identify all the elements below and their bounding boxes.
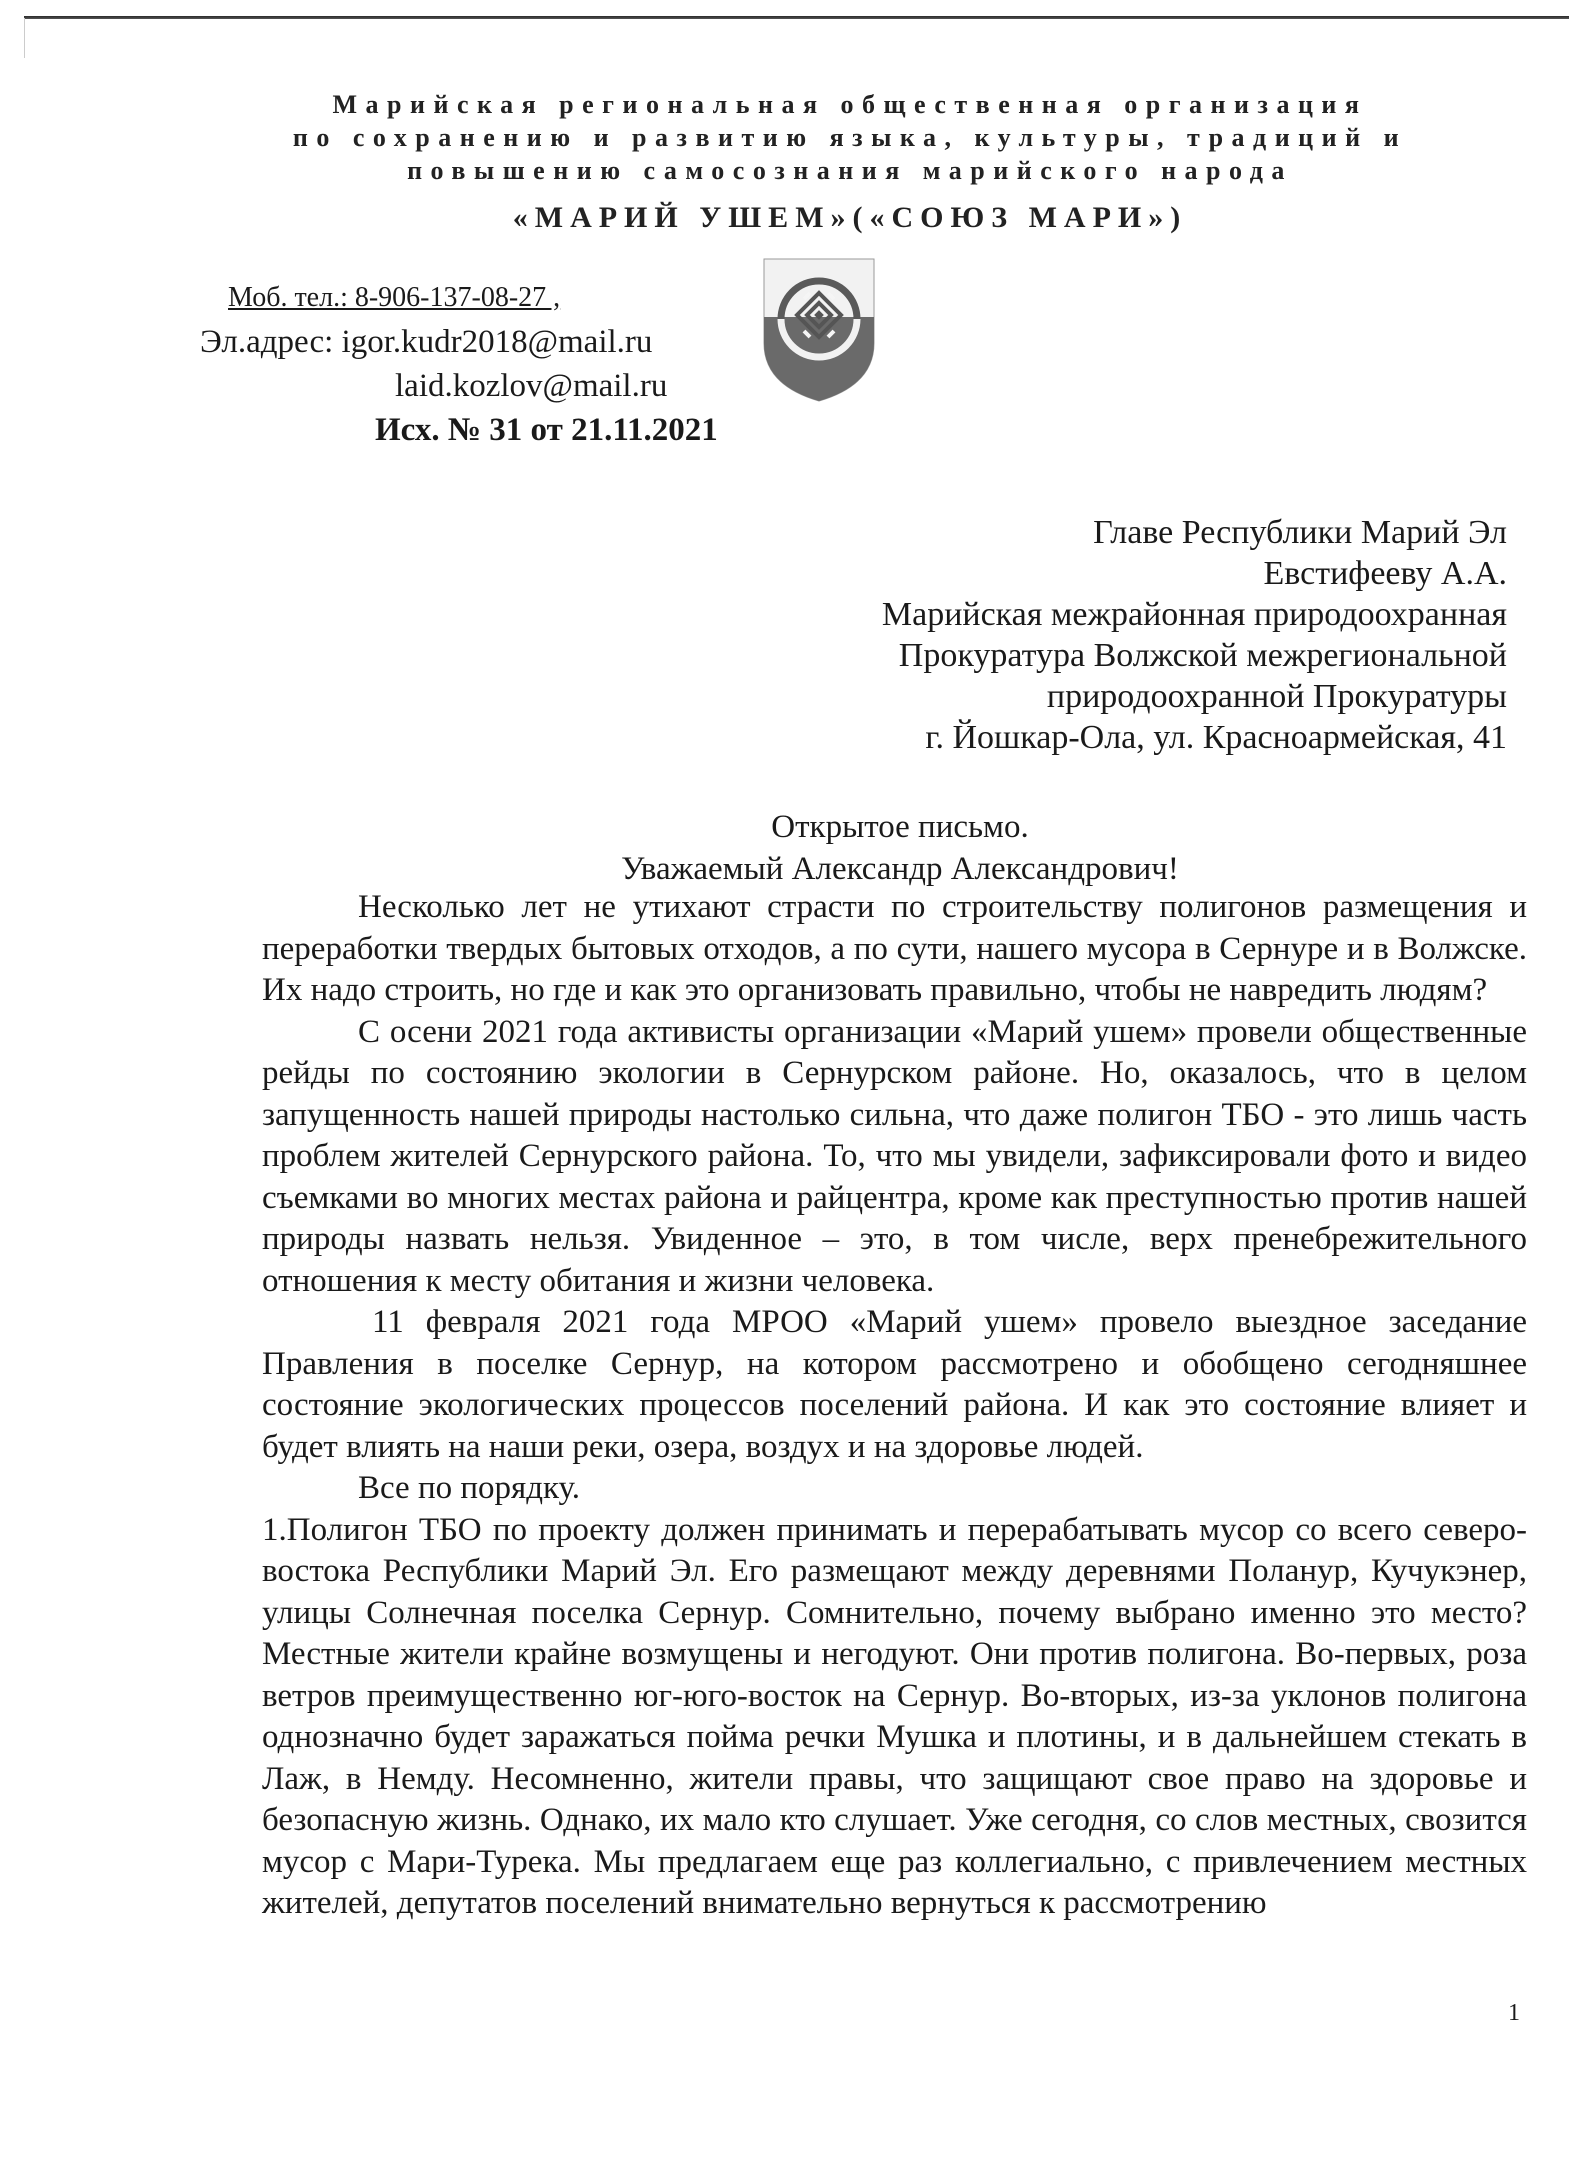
org-line-1: Марийская региональная общественная организация: [332, 90, 1368, 119]
paragraph: Несколько лет не утихают страсти по строительству полигонов размещения и переработки твердых бытовых отходов, а по сути, нашего мусора в Сернуре и в Волжске. Их надо строить, но где и как это организовать правильно, чтобы не навредить людям?: [262, 889, 1527, 1008]
contact-block: [200, 276, 718, 452]
paragraph: С осени 2021 года активисты организации «Марий ушем» провели общественные рейды по состоянию экологии в Сернурском районе. Но, оказалось, что в целом запущенность нашей природы настолько сильна, что даже полигон ТБО - это лишь часть проблем жителей Сернурского района. То, что мы увидели, зафиксировали фото и видео съемками во многих местах района и райцентра, кроме как преступностью против нашей природы назвать нельзя. Увиденное – это, в том числе, верх пренебрежительного отношения к месту обитания и жизни человека.: [262, 1013, 1527, 1299]
scan-left-edge: [24, 18, 25, 58]
addressee-line: Марийская межрайонная природоохранная: [881, 596, 1507, 633]
org-line-3: повышению самосознания марийского народа: [407, 156, 1293, 185]
addressee-block: [882, 512, 1507, 758]
addressee-line: природоохранной Прокуратуры: [1046, 678, 1507, 715]
addressee-line: Евстифееву А.А.: [1263, 555, 1507, 592]
email-secondary: laid.kozlov@mail.ru: [395, 368, 668, 404]
letter-greeting: Уважаемый Александр Александрович!: [621, 851, 1179, 887]
email-primary: Эл.адрес: igor.kudr2018@mail.ru: [200, 324, 653, 360]
addressee-line: Главе Республики Марий Эл: [1093, 514, 1507, 551]
letterhead: [200, 88, 1500, 235]
page-number: 1: [1508, 2000, 1520, 2026]
org-line-2: по сохранению и развитию языка, культуры, традиций и: [292, 123, 1408, 152]
addressee-line: Прокуратура Волжской межрегиональной: [898, 637, 1507, 674]
letter-body: [262, 887, 1527, 1925]
scan-top-edge: [24, 16, 1569, 19]
addressee-line: г. Йошкар-Ола, ул. Красноармейская, 41: [925, 719, 1507, 756]
outgoing-reference: Исх. № 31 от 21.11.2021: [375, 412, 718, 448]
paragraph: 11 февраля 2021 года МРОО «Марий ушем» провело выездное заседание Правления в поселке Сернур, на котором рассмотрено и обобщено сегодняшнее состояние экологических процессов поселений района. И как это состояние влияет и будет влиять на наши реки, озера, воздух и на здоровье людей.: [262, 1304, 1527, 1465]
phone: Моб. тел.: 8-906-137-08-27 ,: [228, 282, 561, 313]
paragraph: Все по порядку.: [358, 1470, 581, 1506]
letter-title: Открытое письмо.: [771, 809, 1029, 845]
letter-heading: [250, 806, 1550, 890]
coat-of-arms-icon: [760, 255, 878, 405]
paragraph: 1.Полигон ТБО по проекту должен принимать и перерабатывать мусор со всего северо-востока Республики Марий Эл. Его размещают между деревнями Поланур, Кучукэнер, улицы Солнечная поселка Сернур. Сомнительно, почему выбрано именно это место? Местные жители крайне возмущены и негодуют. Они против полигона. Во-первых, роза ветров преимущественно юг-юго-восток на Сернур. Во-вторых, из-за уклонов полигона однозначно будет заражаться пойма речки Мушка и плотины, и в дальнейшем стекать в Лаж, в Немду. Несомненно, жители правы, что защищают свое право на здоровье и безопасную жизнь. Однако, их мало кто слушает. Уже сегодня, со слов местных, свозится мусор с Мари-Турека. Мы предлагаем еще раз коллегиально, с привлечением местных жителей, депутатов поселений внимательно вернуться к рассмотрению: [262, 1511, 1527, 1921]
org-name: «МАРИЙ УШЕМ»(«СОЮЗ МАРИ»): [512, 201, 1188, 234]
